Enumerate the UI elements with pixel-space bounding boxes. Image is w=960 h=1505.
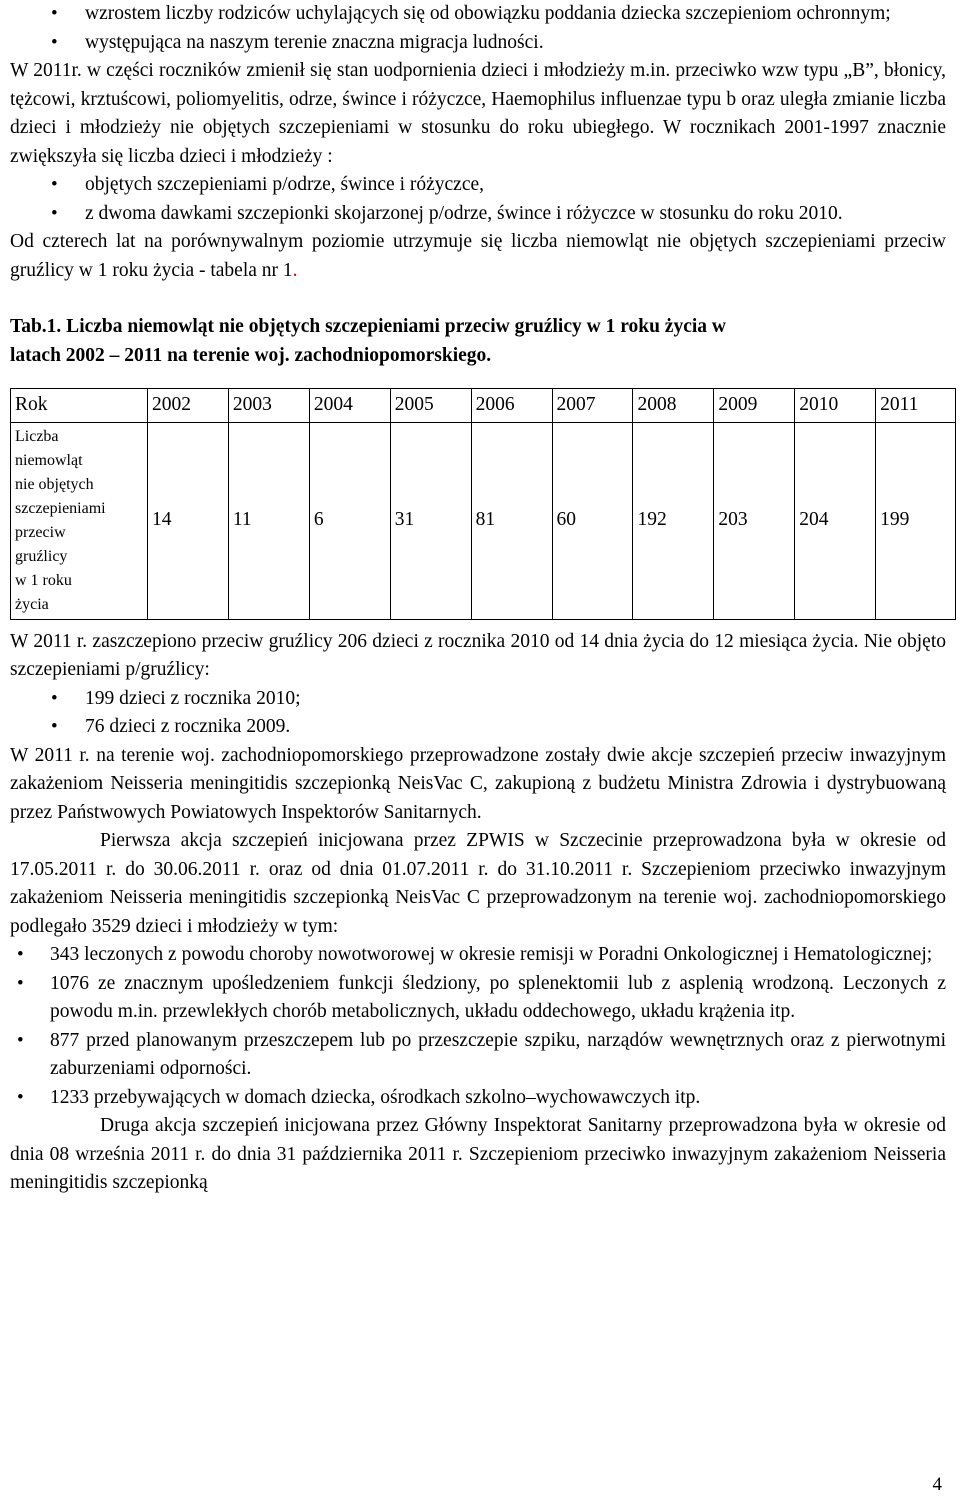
- paragraph-first-action: Pierwsza akcja szczepień inicjowana przez ZPWIS w Szczecinie przeprowadzona była w okresie od 17.05.2011 r. do 30.06.2011 r. oraz od dnia 01.07.2011 r. do 31.10.2011 r. Szczepieniom przeciwko inwazyjnym zakażeniom Neisseria meningitidis szczepionką NeisVac C przeprowadzonym na terenie woj. zachodniopomorskiego podlegało 3529 dzieci i młodzieży w tym:: [10, 830, 946, 937]
- table-value-cell: 11: [228, 422, 309, 619]
- bullet-list-not-vaccinated: [10, 685, 946, 742]
- table-year-cell: 2007: [552, 389, 633, 423]
- paragraph-meningitis-actions: W 2011 r. na terenie woj. zachodniopomorskiego przeprowadzone zostały dwie akcje szczepień przeciw inwazyjnym zakażeniom Neisseria meningitidis szczepionką NeisVac C, zakupioną z budżetu Ministra Zdrowia i dystrybuowaną przez Państwowych Powiatowych Inspektorów Sanitarnych.: [10, 744, 946, 823]
- row-label-line: niemowląt: [15, 451, 83, 469]
- bullet-list-groups: [10, 941, 946, 1112]
- table-value-cell: 60: [552, 422, 633, 619]
- table-row: [11, 422, 956, 619]
- paragraph-tuberculosis-level: [10, 228, 946, 285]
- table-year-cell: 2003: [228, 389, 309, 423]
- list-item: • 1076 ze znacznym upośledzeniem funkcji śledziony, po splenektomii lub z asplenią wrodzoną. Leczonych z powodu m.in. przewlekłych chorób metabolicznych, układu oddechowego, układu krążenia itp.: [10, 970, 946, 1027]
- row-label-line: gruźlicy: [15, 547, 68, 565]
- bullet-list-reasons: [10, 0, 946, 57]
- row-label-line: w 1 roku: [15, 571, 72, 589]
- table-year-cell: 2009: [714, 389, 795, 423]
- table-value-cell: 192: [633, 422, 714, 619]
- row-label-line: przeciw: [15, 523, 66, 541]
- table-header-label: Rok: [11, 389, 148, 423]
- table-value-cell: 199: [876, 422, 956, 619]
- table-year-cell: 2010: [795, 389, 876, 423]
- blank-line: [10, 285, 946, 313]
- list-item: • 877 przed planowanym przeszczepem lub po przeszczepie szpiku, narządów wewnętrznych oraz z pierwotnymi zaburzeniami odporności.: [10, 1027, 946, 1084]
- row-label-line: szczepieniami: [15, 499, 106, 517]
- list-item: • z dwoma dawkami szczepionki skojarzonej p/odrze, śwince i różyczce w stosunku do roku 2010.: [10, 200, 946, 229]
- table-year-cell: 2008: [633, 389, 714, 423]
- page-content: [10, 0, 946, 1198]
- list-item: • 76 dzieci z rocznika 2009.: [10, 713, 946, 742]
- list-item: • wzrostem liczby rodziców uchylających się od obowiązku poddania dziecka szczepieniom ochronnym;: [10, 0, 946, 29]
- row-label-line: Liczba: [15, 427, 59, 445]
- data-table: [10, 388, 956, 620]
- list-item: • 199 dzieci z rocznika 2010;: [10, 685, 946, 714]
- table-row-label: [11, 422, 148, 619]
- paragraph-vaccinated-2011: W 2011 r. zaszczepiono przeciw gruźlicy 206 dzieci z rocznika 2010 od 14 dnia życia do 12 miesiąca życia. Nie objęto szczepieniami p/gruźlicy:: [10, 630, 946, 680]
- table-value-cell: 6: [309, 422, 390, 619]
- table-value-cell: 203: [714, 422, 795, 619]
- table-caption-line1: Tab.1. Liczba niemowląt nie objętych szczepieniami przeciw gruźlicy w 1 roku życia w: [10, 316, 726, 337]
- table-value-cell: 31: [390, 422, 471, 619]
- list-item: • objętych szczepieniami p/odrze, śwince i różyczce,: [10, 171, 946, 200]
- table-caption-line2: latach 2002 – 2011 na terenie woj. zachodniopomorskiego.: [10, 344, 492, 366]
- row-label-line: nie objętych: [15, 475, 94, 493]
- table-value-cell: 14: [148, 422, 229, 619]
- paragraph-text: Od czterech lat na porównywalnym poziomie utrzymuje się liczba niemowląt nie objętych szczepieniami przeciw gruźlicy w 1 roku życia - tabela nr 1: [10, 231, 946, 281]
- red-period: .: [292, 259, 298, 281]
- table-year-cell: 2006: [471, 389, 552, 423]
- table-year-cell: 2002: [148, 389, 229, 423]
- list-item: • 343 leczonych z powodu choroby nowotworowej w okresie remisji w Poradni Onkologicznej i Hematologicznej;: [10, 941, 946, 970]
- table-year-cell: 2005: [390, 389, 471, 423]
- table-value-cell: 81: [471, 422, 552, 619]
- table-year-cell: 2011: [876, 389, 956, 423]
- table-header-row: [11, 389, 956, 423]
- page-number: 4: [932, 1473, 942, 1495]
- list-item: • występująca na naszym terenie znaczna migracja ludności.: [10, 29, 946, 58]
- bullet-list-increase: [10, 171, 946, 228]
- table-value-cell: 204: [795, 422, 876, 619]
- paragraph-second-action: Druga akcja szczepień inicjowana przez Główny Inspektorat Sanitarny przeprowadzona była w okresie od dnia 08 września 2011 r. do dnia 31 października 2011 r. Szczepieniom przeciwko inwazyjnym zakażeniom Neisseria meningitidis szczepionką: [10, 1115, 946, 1193]
- table-year-cell: 2004: [309, 389, 390, 423]
- paragraph-immunity-status: W 2011r. w części roczników zmienił się stan uodpornienia dzieci i młodzieży m.in. przeciwko wzw typu „B”, błonicy, tężcowi, krztuścowi, poliomyelitis, odrze, śwince i różyczce, Haemophilus influenzae typu b oraz uległa zmianie liczba dzieci i młodzieży nie objętych szczepieniami w stosunku do roku ubiegłego. W rocznikach 2001-1997 znacznie zwiększyła się liczba dzieci i młodzieży :: [10, 60, 946, 167]
- list-item: • 1233 przebywających w domach dziecka, ośrodkach szkolno–wychowawczych itp.: [10, 1084, 946, 1113]
- table-caption: [10, 313, 946, 370]
- row-label-line: życia: [15, 595, 49, 613]
